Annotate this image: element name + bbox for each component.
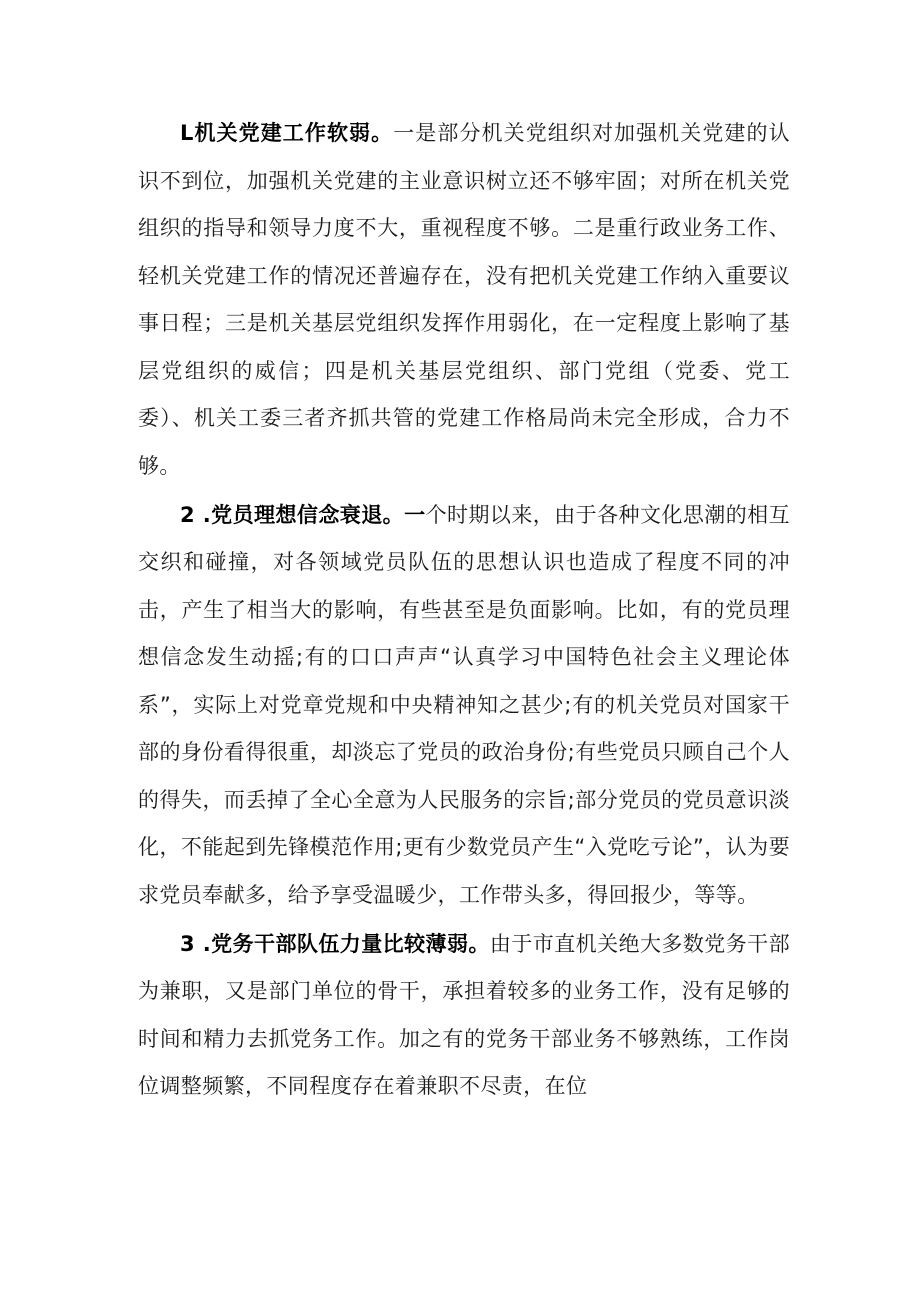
paragraph-1-text: 一是部分机关党组织对加强机关党建的认识不到位，加强机关党建的主业意识树立还不够牢固；对所在机关党组织的指导和领导力度不大，重视程度不够。二是重行政业务工作、轻机关党建工作的情况还普遍存在，没有把机关党建工作纳入重要议事日程；三是机关基层党组织发挥作用弱化，在一定程度上影响了基层党组织的威信；四是机关基层党组织、部门党组（党委、党工委）、机关工委三者齐抓共管的党建工作格局尚未完全形成，合力不够。 [138,121,790,478]
paragraph-3-heading: 3 .党务干部队伍力量比较薄弱。 [180,931,490,956]
paragraph-3 [138,921,790,1111]
paragraph-2 [138,492,790,920]
paragraph-2-text: 个时期以来，由于各种文化思潮的相互交织和碰撞，对各领域党员队伍的思想认识也造成了程度不同的冲击，产生了相当大的影响，有些甚至是负面影响。比如，有的党员理想信念发生动摇;有的口口声声“认真学习中国特色社会主义理论体系”，实际上对党章党规和中央精神知之甚少;有的机关党员对国家干部的身份看得很重，却淡忘了党员的政治身份;有些党员只顾自己个人的得失，而丢掉了全心全意为人民服务的宗旨;部分党员的党员意识淡化，不能起到先锋模范作用;更有少数党员产生“入党吃亏论”，认为要求党员奉献多，给予享受温暖少，工作带头多，得回报少，等等。 [138,502,790,907]
paragraph-3-text: 由于市直机关绝大多数党务干部为兼职，又是部门单位的骨干，承担着较多的业务工作，没有足够的时间和精力去抓党务工作。加之有的党务干部业务不够熟练，工作岗位调整频繁，不同程度存在着兼职不尽责，在位 [138,931,790,1098]
document-body [138,110,790,1111]
paragraph-2-heading: 2 .党员理想信念衰退。一 [180,502,426,527]
paragraph-1-heading: L机关党建工作软弱。 [180,121,394,145]
paragraph-1 [138,110,790,490]
